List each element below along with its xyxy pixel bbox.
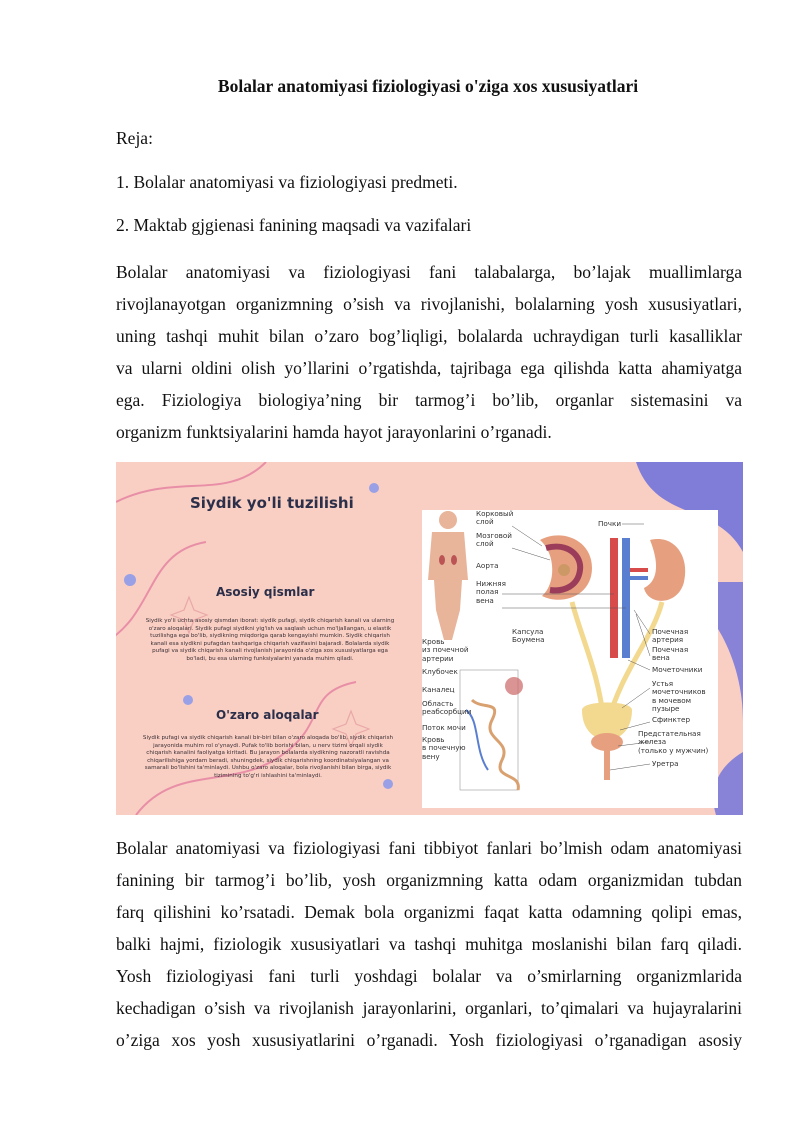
- paragraph-line: ega. Fiziologiya biologiya’ning bir tarmog’i bo’lib, organlar sistemasini va: [116, 390, 742, 410]
- figure-section-text: Siydik pufagi va siydik chiqarish kanali bir-biri bilan o'zaro aloqada bo'lib, siydik chiqarish jarayonida muhim rol o'ynaydi. Pufak to'lib borishi bilan, u nerv tizimi orqali siydik chiqarish kanalini faoliyatga kiritadi. Bu jarayon bolalarda siydikning nazoratli ravishda chiqarilishiga yordam beradi, shuningdek, siydik chiqarishning koordinatsiyalangan va samarali bo'lishini ta'minlaydi. Ushbu o'zaro aloqalar, bola rivojlanishi bilan birga, siydik tizimining to'g'ri ishlashini ta'minlaydi.: [142, 735, 394, 779]
- label-pochvena: Почечная вена: [652, 645, 689, 663]
- label-aorta: Аорта: [476, 561, 499, 570]
- plan-item-2: 2. Maktab gjgienasi fanining maqsadi va vazifalari: [116, 215, 472, 235]
- label-klubochek: Клубочек: [422, 667, 458, 676]
- paragraph-line: farq qilishini ko’rsatadi. Demak bola organizmi faqat katta odamning qolipi emas,: [116, 902, 742, 922]
- label-krov-iz: Кровь из почечной артерии: [422, 637, 469, 663]
- paragraph-line: balki hajmi, fiziologik xususiyatlari va tashqi muhitga moslanishi bilan farq qiladi.: [116, 934, 742, 954]
- label-oblast: Область реабсорбции: [422, 699, 472, 717]
- label-mozgovoy: Мозговой слой: [476, 531, 512, 549]
- label-vena: Нижняя полая вена: [476, 579, 506, 605]
- label-kanalets: Каналец: [422, 685, 455, 694]
- label-predstat: Предстательная железа (только у мужчин): [638, 729, 709, 755]
- plan-heading: Reja:: [116, 128, 153, 148]
- paragraph-line: o’ziga xos yosh xususiyatlarini o’rganadi. Yosh fiziologiyasi o’rganadigan asosiy: [116, 1030, 742, 1050]
- kidney-section: [540, 535, 592, 599]
- urinary-tract-figure: [116, 462, 743, 815]
- label-pochki: Почки: [598, 519, 622, 528]
- paragraph-line: fanining bir tarmog’i bo’lib, yosh organizmning katta odam organizmidan tubdan: [116, 870, 742, 890]
- figure-section-heading: Asosiy qismlar: [216, 585, 315, 599]
- paragraph-line: organizm funktsiyalarini hamda hayot jarayonlarini o’rganadi.: [116, 422, 552, 442]
- figure-section-text: Siydik yo'li uchta asosiy qismdan iborat: siydik pufagi, siydik chiqarish kanali va ularning o'zaro aloqalari. Siydik pufagi siydikni yig'ish va saqlash uchun mo'ljallangan, u elastik tuzilishga ega bo'lib, siydikning miqdoriga qarab kengayishi mumkin. Siydik chiqarish kanali esa siydikni pufagdan tashqariga chiqarish vazifasini bajaradi. Bolalarda siydik pufagi va siydik chiqarish kanali rivojlanish jarayonida o'ziga xos xususiyatlarga ega bo'ladi, bu esa ularning funksiyalarini yanada muhim qiladi.: [145, 618, 395, 662]
- paragraph-line: rivojlanayotgan organizmning o’sish va rivojlanishi, bolalarning yosh xususiyatlari,: [116, 294, 742, 314]
- label-kapsula: Капсула Боумена: [512, 627, 545, 645]
- label-korkovy: Корковый слой: [476, 509, 514, 527]
- label-uretra: Уретра: [652, 759, 679, 768]
- paragraph-line: Bolalar anatomiyasi va fiziologiyasi fani talabalarga, bo’lajak muallimlarga: [116, 262, 742, 282]
- paragraph-line: Yosh fiziologiyasi fani turli yoshdagi bolalar va o’smirlarning organizmlarida: [116, 966, 742, 986]
- label-sfinkter: Сфинктер: [652, 715, 691, 724]
- label-potok: Поток мочи: [422, 723, 466, 732]
- label-ustya: Устья мочеточников в мочевом пузыре: [652, 679, 706, 714]
- paragraph-1: [116, 256, 742, 448]
- paragraph-line: uning tashqi muhit bilan o’zaro bog’liqligi, bolalarda uchraydigan turli kasalliklar: [116, 326, 742, 346]
- paragraph-line: va ularni oldini olish yo’llarini o’rgatishda, tajribaga ega qilishda katta ahamiyatga: [116, 358, 742, 378]
- figure-section-heading: O'zaro aloqalar: [216, 708, 319, 722]
- figure-title: Siydik yo'li tuzilishi: [190, 494, 354, 512]
- human-figure: [428, 511, 468, 640]
- label-krov-v: Кровь в почечную вену: [422, 735, 466, 761]
- label-mochetochniki: Мочеточники: [652, 665, 703, 674]
- paragraph-2: [116, 832, 742, 1056]
- anatomy-illustration: [422, 510, 718, 808]
- document-title: Bolalar anatomiyasi fiziologiyasi o'ziga xos xususiyatlari: [217, 76, 639, 96]
- plan-item-1: 1. Bolalar anatomiyasi va fiziologiyasi predmeti.: [116, 172, 458, 192]
- paragraph-line: Bolalar anatomiyasi va fiziologiyasi fani tibbiyot fanlari bo’lmish odam anatomiyasi: [116, 838, 742, 858]
- label-arteriya: Почечная артерия: [652, 627, 689, 645]
- paragraph-line: kechadigan o’sish va rivojlanish jarayonlarini, organlari, to’qimalari va hujayralarini: [116, 998, 742, 1018]
